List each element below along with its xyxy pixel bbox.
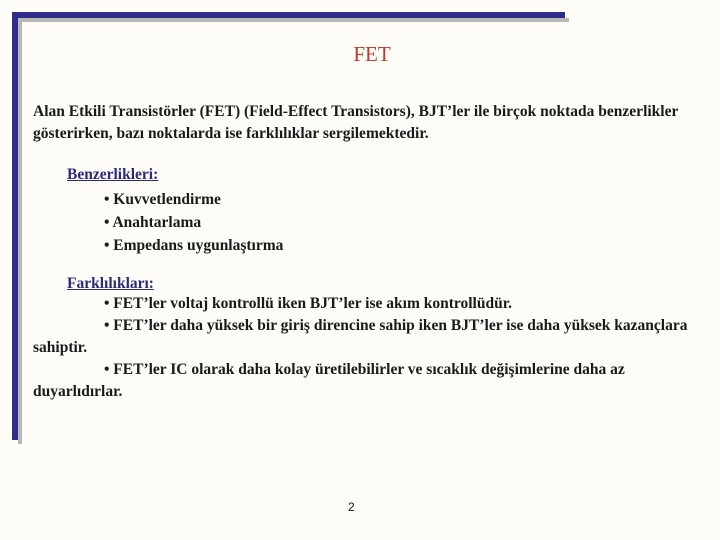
similarities-list bbox=[104, 188, 283, 257]
intro-paragraph: Alan Etkili Transistörler (FET) (Field-Effect Transistors), BJT’ler ile birçok noktada benzerlikler gösterirken, bazı noktalarda ise farklılıklar sergilemektedir. bbox=[33, 103, 679, 142]
frame-top-shadow bbox=[18, 18, 569, 22]
list-item: • Kuvvetlendirme bbox=[104, 191, 221, 208]
list-item: • FET’ler daha yüksek bir giriş direncine sahip iken BJT’ler ise daha yüksek kazançlara sahiptir. bbox=[33, 317, 688, 356]
frame-left-bar bbox=[12, 12, 18, 440]
differences-heading: Farklılıkları: bbox=[67, 275, 154, 292]
differences-list bbox=[33, 293, 703, 403]
similarities-heading: Benzerlikleri: bbox=[67, 166, 159, 183]
list-item: • Empedans uygunlaştırma bbox=[104, 237, 284, 254]
frame-top-bar bbox=[14, 12, 565, 18]
slide-title: FET bbox=[353, 42, 391, 66]
frame-left-shadow bbox=[18, 18, 22, 444]
page-number: 2 bbox=[348, 500, 355, 514]
list-item: • FET’ler IC olarak daha kolay üretilebilirler ve sıcaklık değişimlerine daha az duyarlıdırlar. bbox=[33, 361, 625, 400]
list-item: • Anahtarlama bbox=[104, 214, 202, 231]
list-item: • FET’ler voltaj kontrollü iken BJT’ler ise akım kontrollüdür. bbox=[104, 295, 513, 312]
